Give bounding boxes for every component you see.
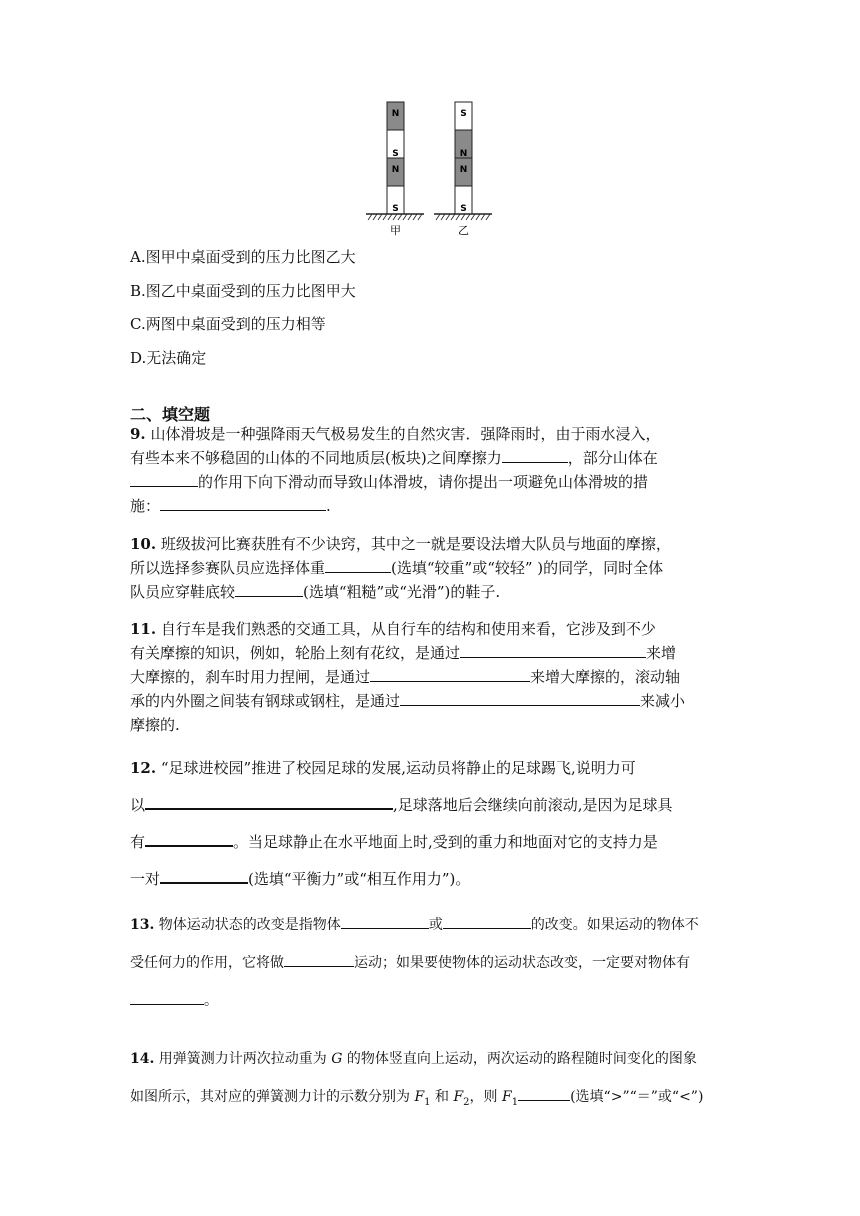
question-text: . — [326, 497, 331, 515]
pole-label: S — [460, 109, 467, 119]
question-number: 14. — [130, 1051, 155, 1067]
question-text: 队员应穿鞋底较 — [130, 583, 236, 601]
answer-blank[interactable] — [502, 448, 568, 463]
question-11 — [130, 617, 730, 737]
question-text: 。当足球静止在水平地面上时,受到的重力和地面对它的支持力是 — [233, 833, 658, 851]
ground-hatching — [368, 214, 490, 220]
question-text: 的改变。如果运动的物体不 — [530, 917, 699, 933]
question-text: 来减小 — [640, 692, 686, 710]
variable-f2: F — [453, 1089, 464, 1105]
question-text: 山体滑坡是一种强降雨天气极易发生的自然灾害．强降雨时，由于雨水浸入， — [145, 425, 661, 443]
question-9 — [130, 422, 730, 518]
variable-f1: F — [414, 1089, 425, 1105]
variable-f1: F — [502, 1089, 512, 1105]
question-text: (选填“平衡力”或“相互作用力”)。 — [248, 870, 471, 888]
variable-g: G — [331, 1051, 343, 1067]
question-text: 大摩擦的，刹车时用力捏闸，是通过 — [130, 668, 371, 686]
option-b: B.图乙中桌面受到的压力比图甲大 — [130, 282, 356, 300]
magnet-stack-figure — [360, 100, 500, 240]
question-text: 的作用下向下滑动而导致山体滑坡，请你提出一项避免山体滑坡的措 — [198, 473, 649, 491]
pole-label: N — [391, 109, 400, 119]
answer-blank[interactable] — [400, 691, 640, 706]
question-text: “足球进校园”推进了校园足球的发展,运动员将静止的足球踢飞,说明力可 — [156, 759, 636, 777]
question-text: 来增大摩擦的，滚动轴 — [530, 668, 681, 686]
option-d: D.无法确定 — [130, 349, 207, 367]
question-text: 班级拔河比赛获胜有不少诀窍，其中之一就是要设法增大队员与地面的摩擦， — [156, 535, 671, 553]
question-14 — [130, 1040, 730, 1116]
question-text: 以 — [130, 796, 146, 814]
pole-label: N — [391, 165, 400, 175]
question-number: 11. — [130, 620, 157, 638]
question-text: 。 — [204, 993, 218, 1009]
answer-blank[interactable] — [130, 472, 198, 487]
question-text: (选填“较重”或“较轻” )的同学，同时全体 — [391, 559, 664, 577]
question-text: ，部分山体在 — [567, 449, 658, 467]
question-text: 摩擦的. — [130, 716, 180, 734]
answer-blank[interactable] — [325, 558, 391, 573]
answer-blank[interactable] — [460, 643, 646, 658]
answer-blank[interactable] — [145, 794, 393, 810]
answer-blank[interactable] — [518, 1086, 570, 1101]
question-text: 有关摩擦的知识，例如，轮胎上刻有花纹，是通过 — [130, 644, 461, 662]
section-title: 二、填空题 — [130, 405, 211, 424]
question-10 — [130, 532, 730, 604]
figure-label-jia: 甲 — [390, 224, 401, 237]
subscript-1: 1 — [511, 1096, 519, 1108]
question-text: (选填“粗糙”或“光滑”)的鞋子. — [303, 583, 501, 601]
question-12 — [130, 750, 730, 898]
option-a: A.图甲中桌面受到的压力比图乙大 — [130, 248, 356, 266]
question-text: 如图所示，其对应的弹簧测力计的示数分别为 — [130, 1089, 415, 1105]
question-13 — [130, 906, 730, 1020]
question-number: 10. — [130, 535, 157, 553]
question-text: 或 — [428, 917, 443, 933]
answer-blank[interactable] — [160, 868, 248, 884]
question-text: ，则 — [469, 1089, 502, 1105]
question-text: 施： — [130, 497, 161, 515]
question-text: (选填“>”“＝”或“<”) — [570, 1089, 704, 1105]
question-text: 来增 — [646, 644, 677, 662]
option-c: C.两图中桌面受到的压力相等 — [130, 315, 326, 333]
question-text: ,足球落地后会继续向前滚动,是因为足球具 — [393, 796, 673, 814]
question-text: 受任何力的作用，它将做 — [130, 955, 284, 971]
question-text: 承的内外圈之间装有钢球或钢柱，是通过 — [130, 692, 401, 710]
question-text: 有些本来不够稳固的山体的不同地质层(板块)之间摩擦力 — [130, 449, 502, 467]
answer-blank[interactable] — [130, 990, 204, 1005]
stack-jia — [387, 102, 404, 214]
answer-blank[interactable] — [341, 914, 429, 929]
stack-yi — [455, 102, 472, 214]
question-text: 物体运动状态的改变是指物体 — [154, 917, 341, 933]
question-text: 运动；如果要使物体的运动状态改变，一定要对物体有 — [354, 955, 690, 971]
question-text: 有 — [130, 833, 146, 851]
question-text: 用弹簧测力计两次拉动重为 — [154, 1051, 332, 1067]
question-number: 12. — [130, 759, 157, 777]
pole-label: S — [460, 204, 467, 214]
subscript-2: 2 — [463, 1096, 470, 1108]
question-number: 13. — [130, 917, 155, 933]
question-number: 9. — [130, 425, 146, 443]
question-text: 和 — [430, 1089, 454, 1105]
question-text: 的物体竖直向上运动，两次运动的路程随时间变化的图象 — [342, 1051, 697, 1067]
answer-blank[interactable] — [145, 831, 233, 847]
pole-label: N — [459, 149, 468, 159]
subscript-1: 1 — [424, 1096, 431, 1108]
figure-label-yi: 乙 — [458, 224, 469, 237]
question-text: 所以选择参赛队员应选择体重 — [130, 559, 326, 577]
answer-blank[interactable] — [443, 914, 531, 929]
answer-blank[interactable] — [235, 582, 303, 597]
answer-blank[interactable] — [160, 496, 326, 511]
question-text: 一对 — [130, 870, 161, 888]
answer-blank[interactable] — [370, 667, 530, 682]
answer-blank[interactable] — [284, 952, 354, 967]
pole-label: S — [392, 204, 399, 214]
question-text: 自行车是我们熟悉的交通工具，从自行车的结构和使用来看，它涉及到不少 — [156, 620, 656, 638]
pole-label: N — [459, 165, 468, 175]
pole-label: S — [392, 149, 399, 159]
